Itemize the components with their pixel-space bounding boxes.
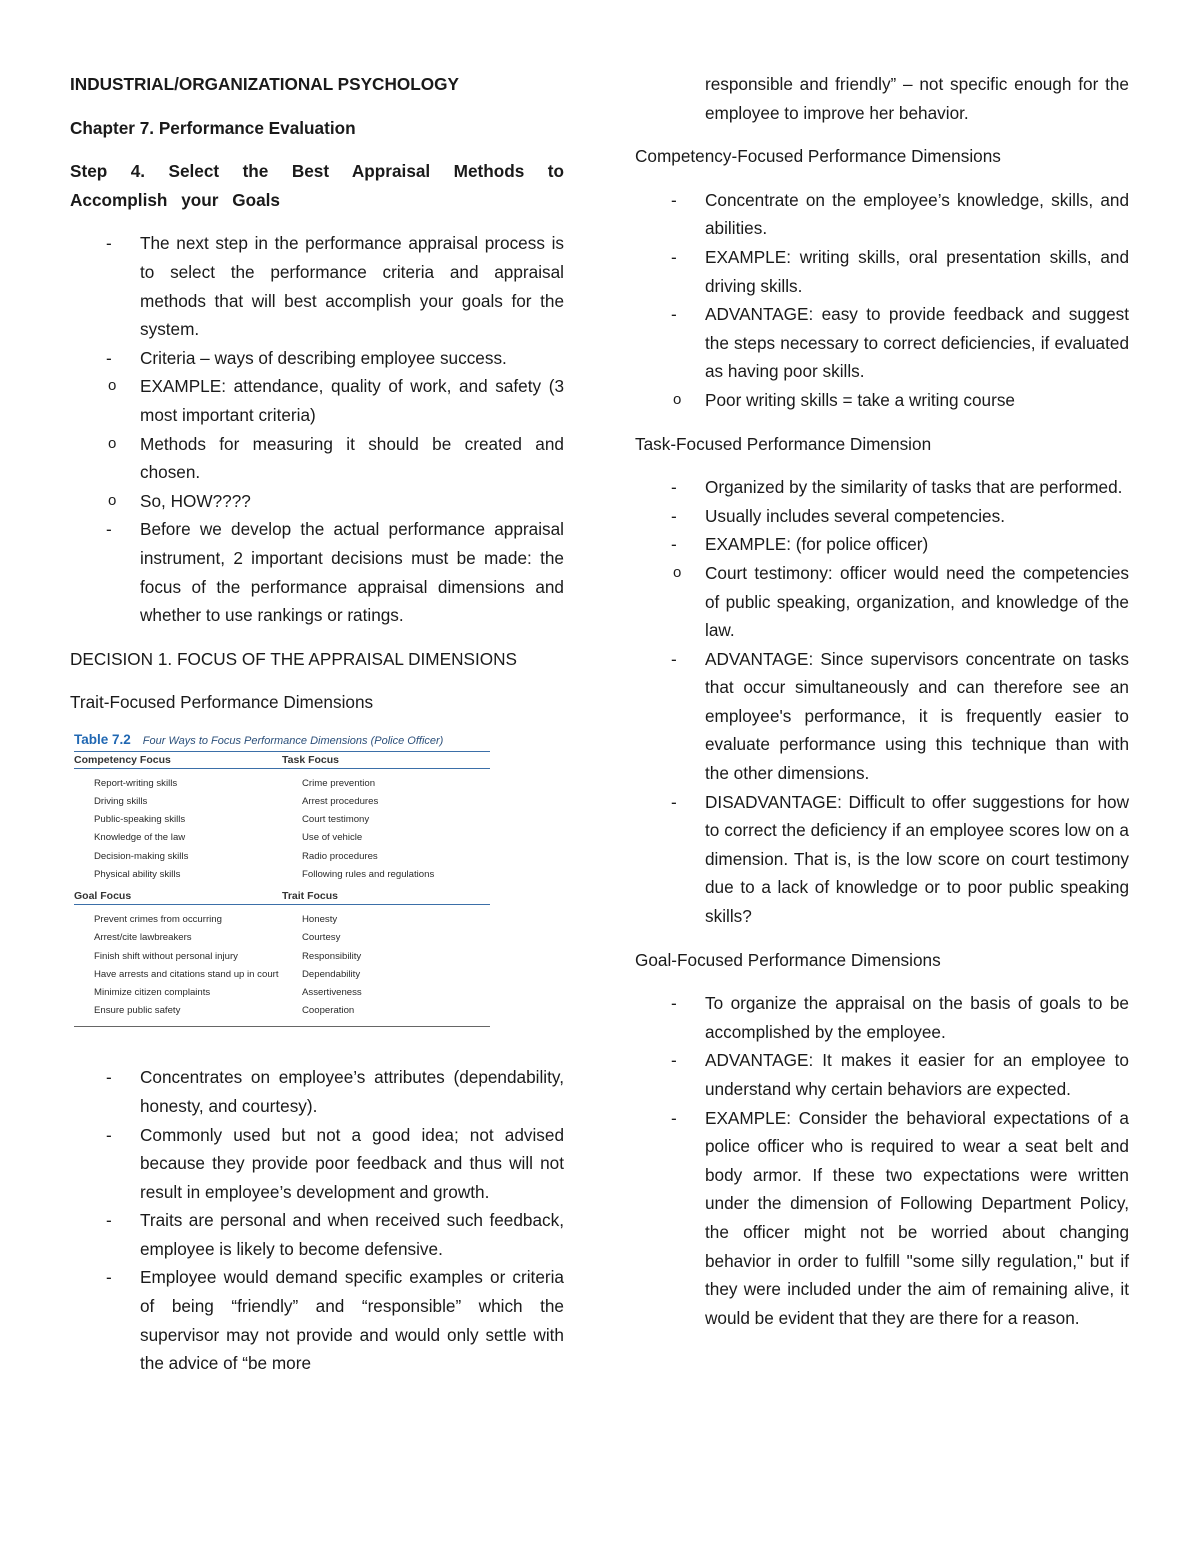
list-item: - The next step in the performance appraisal process is to select the performance criteria and appraisal methods that will best accomplish your goals for the system. bbox=[140, 229, 564, 343]
list-item: - Commonly used but not a good idea; not advised because they provide poor feedback and thus will not result in employee’s development and growth. bbox=[140, 1121, 564, 1207]
table-cell: Responsibility bbox=[302, 950, 362, 962]
trait-column bbox=[282, 911, 490, 1020]
list-item bbox=[705, 530, 1129, 644]
list-item bbox=[705, 300, 1129, 414]
table-cell: Arrest/cite lawbreakers bbox=[94, 932, 192, 944]
table-header-trait: Trait Focus bbox=[282, 890, 339, 903]
table-section-header bbox=[74, 751, 490, 769]
list-item: - To organize the appraisal on the basis of goals to be accomplished by the employee. bbox=[705, 989, 1129, 1046]
table-cell: Driving skills bbox=[94, 796, 148, 808]
table-cell: Crime prevention bbox=[302, 777, 376, 789]
list-item: - EXAMPLE: writing skills, oral presentation skills, and driving skills. bbox=[705, 243, 1129, 300]
task-column bbox=[282, 775, 490, 884]
trait-heading: Trait-Focused Performance Dimensions bbox=[70, 692, 374, 713]
trait-list bbox=[70, 1063, 564, 1378]
competency-sublist bbox=[635, 386, 1129, 415]
list-item-text: EXAMPLE: (for police officer) bbox=[705, 534, 929, 555]
list-item-continuation: responsible and friendly” – not specific enough for the employee to improve her behavior. bbox=[705, 74, 1129, 123]
sub-list-item: o Methods for measuring it should be created and chosen. bbox=[140, 430, 564, 487]
table-cell: Finish shift without personal injury bbox=[94, 950, 238, 962]
table-figure bbox=[74, 732, 490, 1027]
list-item: - DISADVANTAGE: Difficult to offer suggestions for how to correct the deficiency if an employee scores low on a dimension. That is, is the low score on court testimony due to a lack of knowledge or to poor public speaking skills? bbox=[705, 788, 1129, 931]
list-item-text: Criteria – ways of describing employee success. bbox=[140, 347, 507, 368]
list-item: - Concentrates on employee’s attributes (dependability, honesty, and courtesy). bbox=[140, 1063, 564, 1120]
table-bottom-rule bbox=[74, 1026, 490, 1027]
table-cell: Physical ability skills bbox=[94, 868, 181, 880]
right-column bbox=[635, 70, 1129, 1347]
goal-heading: Goal-Focused Performance Dimensions bbox=[635, 949, 941, 970]
chapter-title: Chapter 7. Performance Evaluation bbox=[70, 117, 356, 138]
table-header-task: Task Focus bbox=[282, 753, 339, 766]
table-cell: Have arrests and citations stand up in court bbox=[94, 968, 279, 980]
table-label: Table 7.2 bbox=[74, 731, 131, 747]
list-item bbox=[140, 344, 564, 516]
table-cell: Following rules and regulations bbox=[302, 868, 435, 880]
sub-list-item: o EXAMPLE: attendance, quality of work, and safety (3 most important criteria) bbox=[140, 372, 564, 429]
step-heading: Step 4. Select the Best Appraisal Methods to Accomplish your Goals bbox=[70, 161, 564, 210]
list-item-text: ADVANTAGE: easy to provide feedback and suggest the steps necessary to correct deficiencies, if evaluated as having poor skills. bbox=[705, 304, 1129, 382]
list-item: - Organized by the similarity of tasks that are performed. bbox=[705, 473, 1129, 502]
decision1-heading: DECISION 1. FOCUS OF THE APPRAISAL DIMENSIONS bbox=[70, 648, 517, 669]
list-item: - Usually includes several competencies. bbox=[705, 502, 1129, 531]
table-rows bbox=[74, 905, 490, 1024]
table-cell: Report-writing skills bbox=[94, 777, 178, 789]
left-column bbox=[70, 70, 564, 1393]
list-item: - Concentrate on the employee’s knowledge, skills, and abilities. bbox=[705, 186, 1129, 243]
list-item: - Employee would demand specific examples or criteria of being “friendly” and “responsible” which the supervisor may not provide and would only settle with the advice of “be more bbox=[140, 1263, 564, 1377]
table-cell: Minimize citizen complaints bbox=[94, 986, 211, 998]
table-cell: Honesty bbox=[302, 914, 338, 926]
list-item: - Before we develop the actual performance appraisal instrument, 2 important decisions must be made: the focus of the performance appraisal dimensions and whether to use rankings or ratings. bbox=[140, 515, 564, 629]
table-cell: Use of vehicle bbox=[302, 832, 363, 844]
list-item: - EXAMPLE: Consider the behavioral expectations of a police officer who is required to wear a seat belt and body armor. If these two expectations were written under the dimension of Following Department Policy, the officer might not be worried about changing behavior in order to fulfill "some silly regulation," but if they were included under the aim of remaining alive, it would be evident that they are there for a reason. bbox=[705, 1104, 1129, 1333]
list-item: - ADVANTAGE: It makes it easier for an employee to understand why certain behaviors are expected. bbox=[705, 1046, 1129, 1103]
task-heading: Task-Focused Performance Dimension bbox=[635, 433, 932, 454]
sub-list-item: o Poor writing skills = take a writing course bbox=[705, 386, 1129, 415]
competency-heading: Competency-Focused Performance Dimensions bbox=[635, 146, 1001, 167]
table-cell: Arrest procedures bbox=[302, 796, 379, 808]
competency-column bbox=[74, 775, 282, 884]
table-rows bbox=[74, 769, 490, 888]
table-cell: Ensure public safety bbox=[94, 1005, 181, 1017]
competency-list bbox=[635, 186, 1129, 415]
table-title bbox=[74, 732, 490, 747]
task-sublist bbox=[635, 559, 1129, 645]
table-cell: Knowledge of the law bbox=[94, 832, 186, 844]
sub-list-item: o So, HOW???? bbox=[140, 487, 564, 516]
table-cell: Public-speaking skills bbox=[94, 814, 186, 826]
criteria-sublist bbox=[70, 372, 564, 515]
task-list bbox=[635, 473, 1129, 931]
table-cell: Dependability bbox=[302, 968, 361, 980]
table-header-goal: Goal Focus bbox=[74, 890, 132, 903]
table-cell: Assertiveness bbox=[302, 986, 362, 998]
table-section-header bbox=[74, 890, 490, 905]
table-cell: Courtesy bbox=[302, 932, 341, 944]
table-header-competency: Competency Focus bbox=[74, 753, 171, 766]
list-item: - ADVANTAGE: Since supervisors concentrate on tasks that occur simultaneously and can therefore see an employee's performance, it is frequently easier to evaluate performance using this technique than with the other dimensions. bbox=[705, 645, 1129, 788]
table-cell: Court testimony bbox=[302, 814, 370, 826]
table-cell: Prevent crimes from occurring bbox=[94, 914, 222, 926]
table-caption: Four Ways to Focus Performance Dimensions (Police Officer) bbox=[142, 734, 444, 747]
table-cell: Decision-making skills bbox=[94, 850, 189, 862]
sub-list-item: o Court testimony: officer would need the competencies of public speaking, organization, and knowledge of the law. bbox=[705, 559, 1129, 645]
goal-column bbox=[74, 911, 282, 1020]
table-cell: Cooperation bbox=[302, 1005, 355, 1017]
course-title: INDUSTRIAL/ORGANIZATIONAL PSYCHOLOGY bbox=[70, 74, 459, 94]
list-item: - Traits are personal and when received such feedback, employee is likely to become defensive. bbox=[140, 1206, 564, 1263]
goal-list bbox=[635, 989, 1129, 1332]
step4-list bbox=[70, 229, 564, 629]
table-cell: Radio procedures bbox=[302, 850, 378, 862]
